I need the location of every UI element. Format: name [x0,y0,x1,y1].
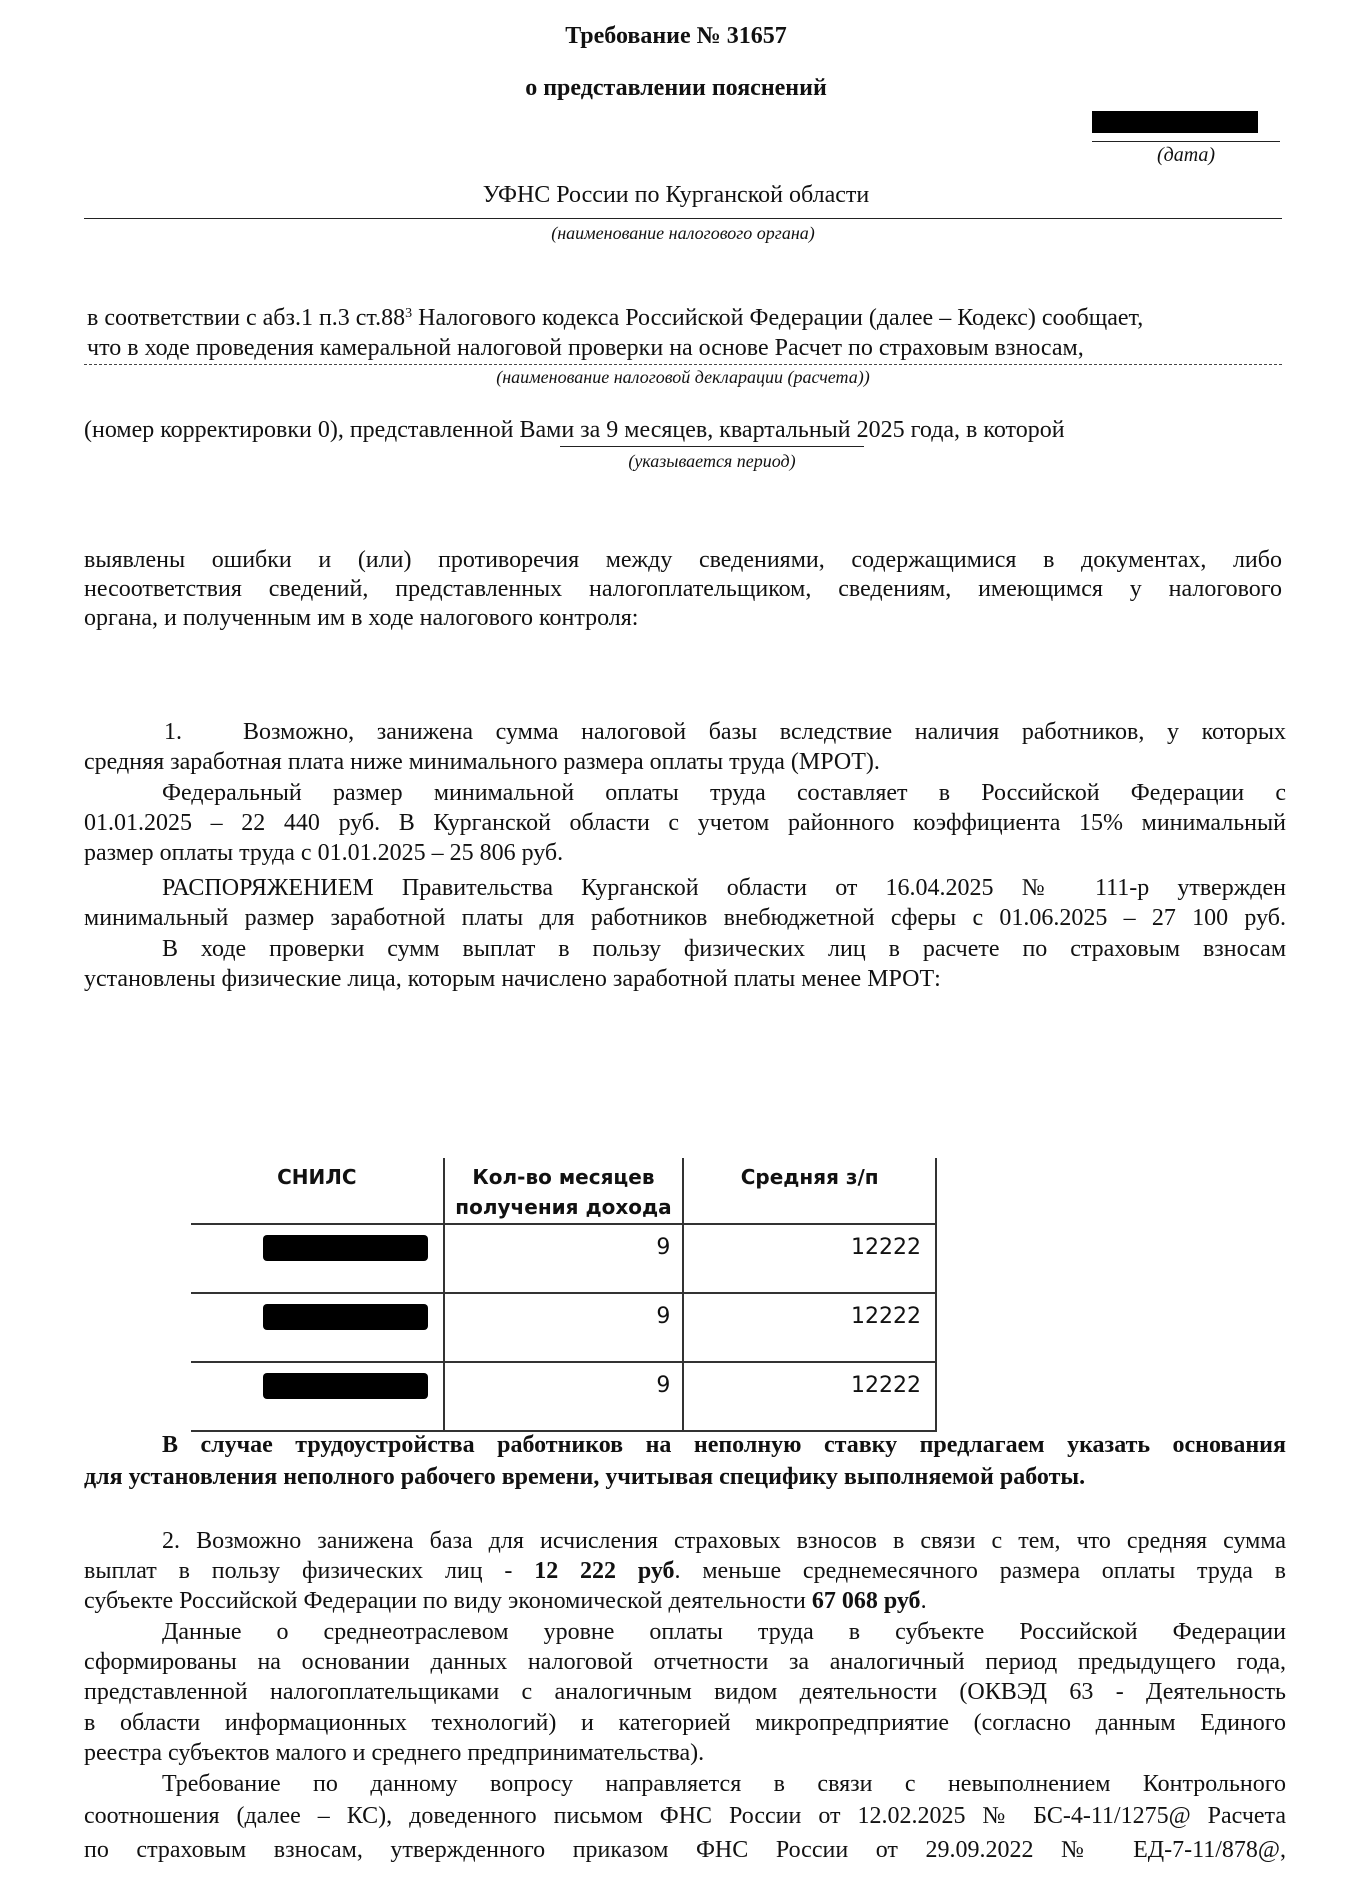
item-1-line-7: минимальный размер заработной платы для работников внебюджетной сферы с 01.06.2025 – 27 100 руб. [84,905,1286,931]
item-1-line-6: РАСПОРЯЖЕНИЕМ Правительства Курганской области от 16.04.2025 № 111-р утвержден [162,875,1286,901]
header-snils: СНИЛС [277,1165,357,1189]
intro-line-1-sup: 3 [405,306,413,321]
header-salary: Средняя з/п [683,1158,936,1224]
redacted-snils [263,1304,428,1330]
period-line [560,446,864,447]
period-caption: (указывается период) [628,451,796,471]
redacted-snils [263,1373,428,1399]
item-1-number: 1. [164,719,182,745]
item-1-line-9: установлены физические лица, которым начислено заработной платы менее МРОТ: [84,966,941,992]
snils-cell [191,1224,444,1293]
table-row [191,1362,936,1431]
table-row [191,1293,936,1362]
redacted-snils [263,1235,428,1261]
months-cell: 9 [444,1224,684,1293]
item-1-line-1: Возможно, занижена сумма налоговой базы вследствие наличия работников, у которых [243,719,1286,745]
snils-cell [191,1293,444,1362]
findings-line-1: выявлены ошибки и (или) противоречия между сведениями, содержащимися в документах, либо [84,547,1282,573]
document-subtitle: о представлении пояснений [525,75,827,101]
item-2-line-6: представленной налогоплательщиками с аналогичным видом деятельности (ОКВЭД 63 - Деятельность [84,1679,1286,1705]
item-2-line-3-a: субъекте Российской Федерации по виду экономической деятельности [84,1588,812,1614]
note-line-1: В случае трудоустройства работников на неполную ставку предлагаем указать основания [162,1432,1286,1458]
intro-line-1-a: в соответствии с абз.1 п.3 ст.88 [87,305,406,331]
item-2-line-3 [84,1587,1286,1615]
item-2-line-9: Требование по данному вопросу направляется в связи с невыполнением Контрольного [162,1771,1286,1797]
header-months: Кол-во месяцев получения дохода [444,1158,684,1224]
item-2-line-8: реестра субъектов малого и среднего предпринимательства). [84,1740,705,1766]
authority-caption: (наименование налогового органа) [551,223,815,243]
authority-line [84,218,1282,219]
item-2-line-2-c: . меньше среднемесячного размера оплаты труда в [674,1558,1286,1584]
findings-line-2: несоответствия сведений, представленных налогоплательщиком, сведениям, имеющимся у налогового [84,576,1282,602]
note-line-2: для установления неполного рабочего времени, учитывая специфику выполняемой работы. [84,1464,1086,1490]
item-2-line-11: по страховым взносам, утвержденного приказом ФНС России от 29.09.2022 № ЕД-7-11/878@, [84,1837,1286,1862]
intro-line-1-b: Налогового кодекса Российской Федерации (далее – Кодекс) сообщает, [412,305,1144,331]
salary-cell: 12222 [683,1362,936,1431]
item-2-line-2-a: выплат в пользу физических лиц - [84,1558,535,1584]
months-cell: 9 [444,1293,684,1362]
avg-payment-amount: 12 222 руб [534,1558,675,1584]
findings-line-3: органа, и полученным им в ходе налогового контроля: [84,605,639,631]
intro-line-3: (номер корректировки 0), представленной Вами за 9 месяцев, квартальный 2025 года, в которой [84,417,1065,443]
months-cell: 9 [444,1362,684,1431]
intro-line-1 [87,304,1281,332]
snils-cell [191,1362,444,1431]
item-2-line-1: 2. Возможно занижена база для исчисления страховых взносов в связи с тем, что средняя сумма [162,1528,1286,1554]
item-1-line-2: средняя заработная плата ниже минимального размера оплаты труда (МРОТ). [84,749,880,775]
item-1-line-3: Федеральный размер минимальной оплаты труда составляет в Российской Федерации с [162,780,1286,806]
date-caption: (дата) [1156,144,1216,166]
salary-cell: 12222 [683,1293,936,1362]
item-1-line-4: 01.01.2025 – 22 440 руб. В Курганской области с учетом районного коэффициента 15% минимальный [84,810,1286,836]
item-2-line-5: сформированы на основании данных налоговой отчетности за аналогичный период предыдущего года, [84,1649,1286,1675]
item-2-line-7: в области информационных технологий) и категорией микропредприятие (согласно данным Единого [84,1710,1286,1736]
redacted-date [1092,111,1258,133]
item-2-line-2 [84,1557,1286,1585]
item-1-line-8: В ходе проверки сумм выплат в пользу физических лиц в расчете по страховым взносам [162,936,1286,962]
item-2-line-4: Данные о среднеотраслевом уровне оплаты труда в субъекте Российской Федерации [162,1619,1286,1645]
item-1-line-5: размер оплаты труда с 01.01.2025 – 25 806 руб. [84,840,564,866]
industry-average-amount: 67 068 руб [811,1588,921,1614]
item-2-line-3-c: . [920,1588,927,1614]
employees-table [191,1158,937,1432]
table-header-row [191,1158,936,1224]
declaration-line [84,364,1282,365]
document-title: Требование № 31657 [565,23,787,49]
table-row [191,1224,936,1293]
declaration-caption: (наименование налоговой декларации (расчета)) [496,367,870,387]
tax-authority-name: УФНС России по Курганской области [482,182,870,208]
intro-line-2: что в ходе проведения камеральной налоговой проверки на основе Расчет по страховым взносам, [87,335,1084,361]
item-2-line-10: соотношения (далее – КС), доведенного письмом ФНС России от 12.02.2025 № БС-4-11/1275@ Расчета [84,1803,1286,1829]
date-line [1092,141,1280,142]
salary-cell: 12222 [683,1224,936,1293]
